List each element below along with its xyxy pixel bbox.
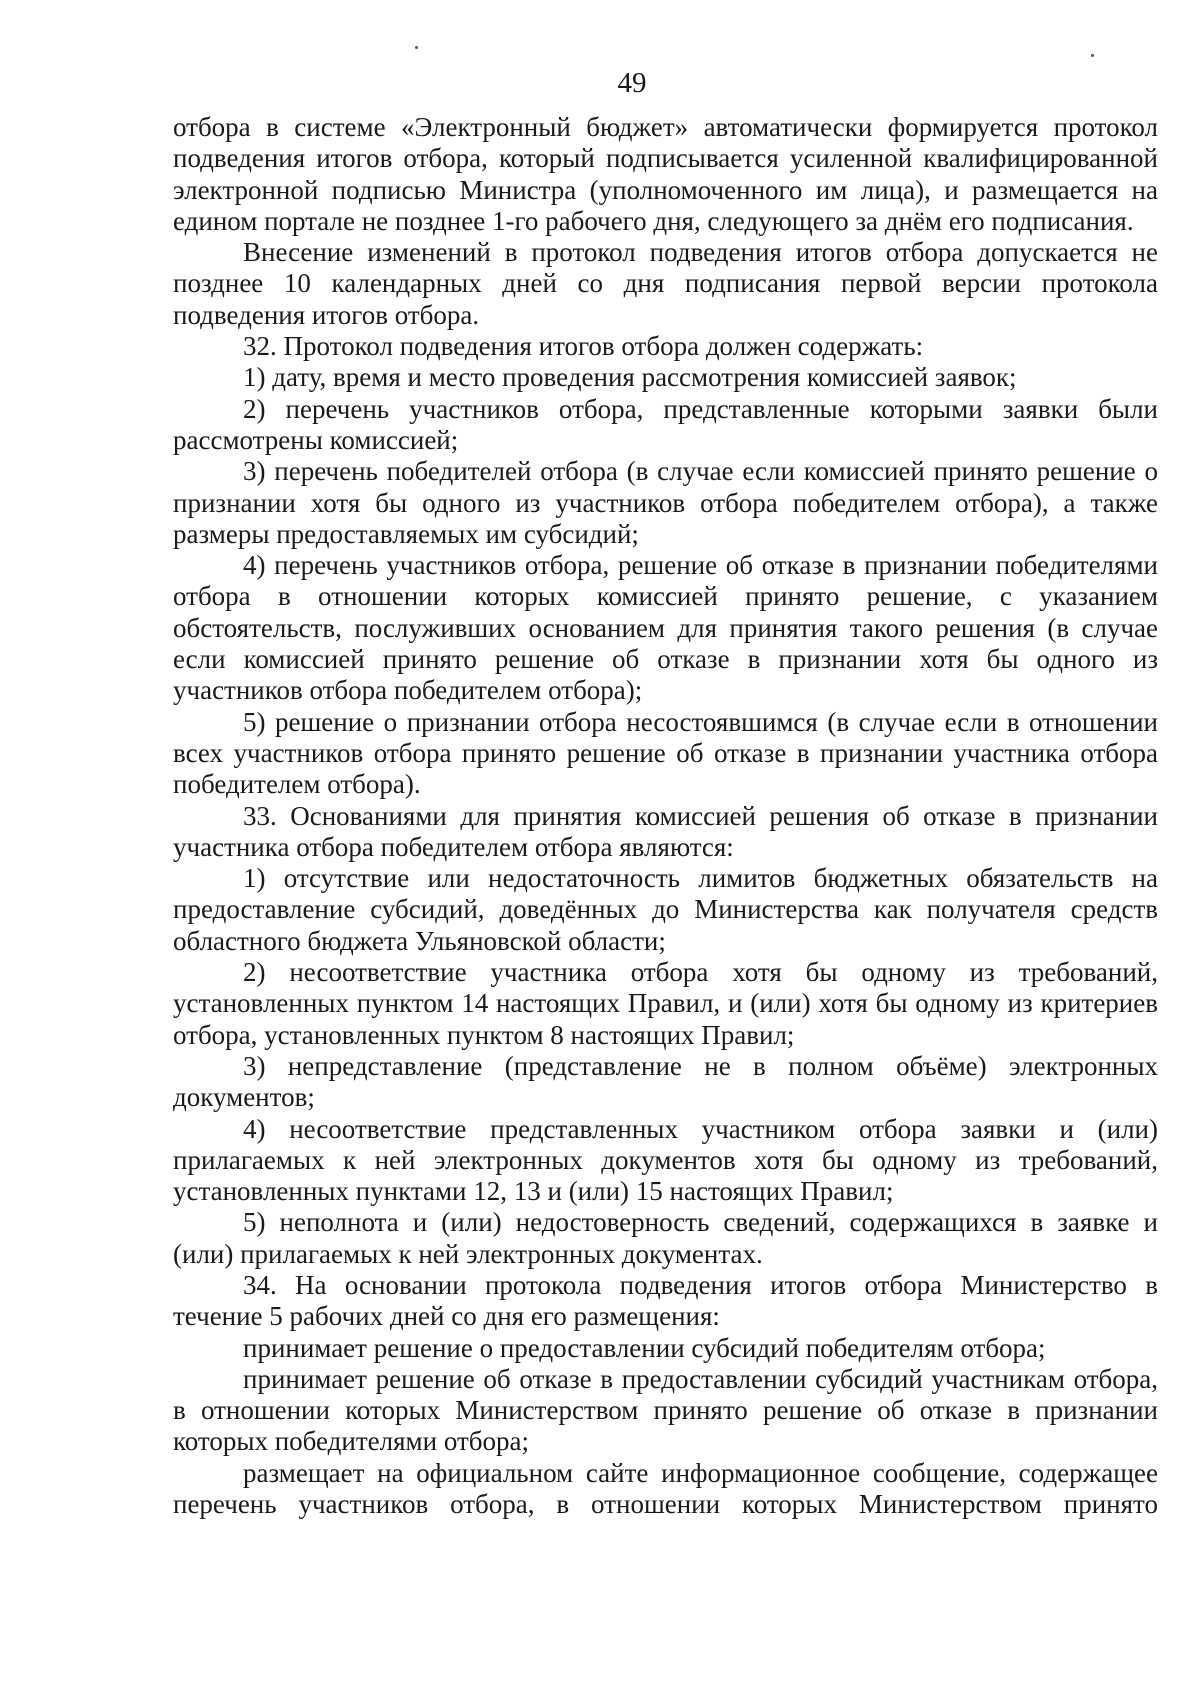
paragraph-34-item-1: принимает решение о предоставлении субсидий победителям отбора;	[243, 1332, 1046, 1363]
paragraph-amendments: Внесение изменений в протокол подведения итогов отбора допускается не позднее 10 календарных дней со дня подписания первой версии протокола подведения итогов отбора.	[173, 237, 1158, 330]
paragraph-33-heading: 33. Основаниями для принятия комиссией решения об отказе в признании участника отбора победителем отбора являются:	[173, 800, 1158, 862]
paragraph-33-item-2: 2) несоответствие участника отбора хотя бы одному из требований, установленных пунктом 14 настоящих Правил, и (или) хотя бы одному из критериев отбора, установленных пунктом 8 настоящих Правил;	[173, 957, 1158, 1050]
paragraph-32-item-2: 2) перечень участников отбора, представленные которыми заявки были рассмотрены комиссией;	[173, 393, 1158, 455]
page-number: 49	[617, 67, 647, 99]
paragraph-32-heading: 32. Протокол подведения итогов отбора должен содержать:	[243, 331, 924, 362]
scan-speck	[415, 46, 418, 49]
paragraph-32-item-1: 1) дату, время и место проведения рассмотрения комиссией заявок;	[243, 362, 1017, 393]
paragraph-32-item-5: 5) решение о признании отбора несостоявшимся (в случае если в отношении всех участников отбора принято решение об отказе в признании участника отбора победителем отбора).	[173, 706, 1158, 800]
paragraph-33-item-3: 3) непредставление (представление не в полном объёме) электронных документов;	[173, 1050, 1158, 1113]
paragraph-32-item-3: 3) перечень победителей отбора (в случае если комиссией принято решение о признании хотя бы одного из участников отбора победителем отбора), а также размеры предоставляемых им субсидий;	[173, 456, 1158, 549]
paragraph-33-item-1: 1) отсутствие или недостаточность лимитов бюджетных обязательств на предоставление субсидий, доведённых до Министерства как получателя средств областного бюджета Ульяновской области;	[173, 863, 1158, 956]
paragraph-continuation: отбора в системе «Электронный бюджет» автоматически формируется протокол подведения итогов отбора, который подписывается усиленной квалифицированной электронной подписью Министра (уполномоченного им лица), и размещается на едином портале не позднее 1-го рабочего дня, следующего за днём его подписания.	[173, 112, 1158, 236]
paragraph-32-item-4: 4) перечень участников отбора, решение об отказе в признании победителями отбора в отношении которых комиссией принято решение, с указанием обстоятельств, послуживших основанием для принятия такого решения (в случае если комиссией принято решение об отказе в признании хотя бы одного из участников отбора победителем отбора);	[173, 550, 1158, 706]
scan-speck	[1091, 54, 1094, 57]
paragraph-34-heading: 34. На основании протокола подведения итогов отбора Министерство в течение 5 рабочих дней со дня его размещения:	[173, 1269, 1158, 1332]
paragraph-33-item-4: 4) несоответствие представленных участником отбора заявки и (или) прилагаемых к ней электронных документов хотя бы одному из требований, установленных пунктами 12, 13 и (или) 15 настоящих Правил;	[173, 1113, 1158, 1207]
paragraph-34-item-3: размещает на официальном сайте информационное сообщение, содержащее перечень участников отбора, в отношении которых Министерством принято	[173, 1457, 1158, 1520]
paragraph-33-item-5: 5) неполнота и (или) недостоверность сведений, содержащихся в заявке и (или) прилагаемых к ней электронных документах.	[173, 1207, 1158, 1269]
paragraph-34-item-2: принимает решение об отказе в предоставлении субсидий участникам отбора, в отношении которых Министерством принято решение об отказе в признании которых победителями отбора;	[173, 1363, 1158, 1457]
document-body	[173, 112, 1158, 1520]
